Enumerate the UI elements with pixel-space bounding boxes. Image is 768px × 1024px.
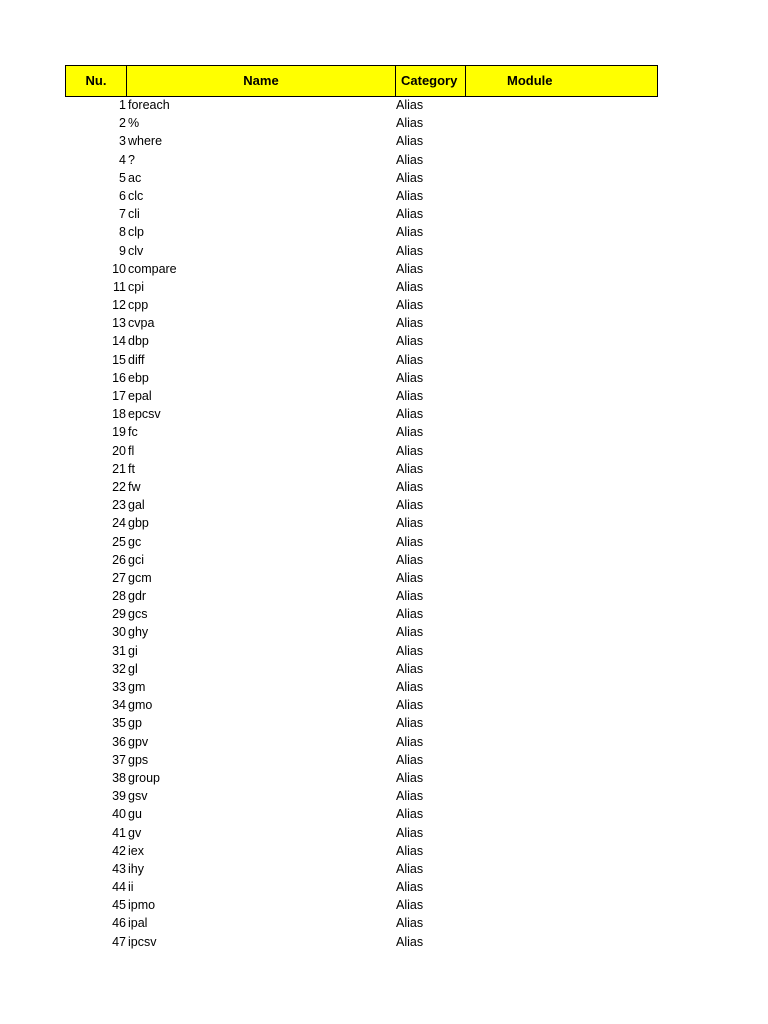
row-number-cell: 39 bbox=[112, 789, 126, 804]
row-number-cell: 16 bbox=[112, 370, 126, 385]
name-cell: gdr bbox=[128, 589, 147, 604]
row-number-cell: 45 bbox=[112, 898, 126, 913]
table-row bbox=[65, 223, 658, 241]
table-row bbox=[65, 332, 658, 350]
module-cell bbox=[465, 769, 656, 787]
row-number-cell: 14 bbox=[112, 334, 126, 349]
name-cell: clp bbox=[128, 225, 144, 240]
module-cell bbox=[465, 169, 656, 187]
category-cell: Alias bbox=[396, 534, 424, 549]
category-cell: Alias bbox=[396, 770, 424, 785]
name-cell: gci bbox=[128, 552, 144, 567]
row-number-cell: 11 bbox=[113, 279, 126, 294]
name-cell: ac bbox=[128, 170, 142, 185]
row-number-cell: 42 bbox=[112, 843, 126, 858]
table-row bbox=[65, 369, 658, 387]
name-cell: cvpa bbox=[128, 316, 155, 331]
column-header-module: Module bbox=[507, 73, 553, 88]
name-cell: gcm bbox=[128, 570, 152, 585]
module-cell bbox=[465, 714, 656, 732]
category-cell: Alias bbox=[396, 625, 424, 640]
category-cell: Alias bbox=[396, 352, 424, 367]
category-cell: Alias bbox=[396, 479, 424, 494]
name-cell: gcs bbox=[128, 607, 148, 622]
module-cell bbox=[465, 551, 656, 569]
module-cell bbox=[465, 442, 656, 460]
module-cell bbox=[465, 569, 656, 587]
category-cell: Alias bbox=[396, 552, 424, 567]
category-cell: Alias bbox=[396, 170, 424, 185]
module-cell bbox=[465, 296, 656, 314]
name-cell: ipcsv bbox=[128, 934, 157, 949]
row-number-cell: 31 bbox=[112, 643, 126, 658]
table-body bbox=[65, 96, 658, 951]
category-cell: Alias bbox=[396, 607, 424, 622]
name-cell: ii bbox=[128, 880, 134, 895]
category-cell: Alias bbox=[396, 389, 424, 403]
category-cell: Alias bbox=[396, 825, 424, 840]
module-cell bbox=[465, 496, 656, 514]
row-number-cell: 30 bbox=[112, 625, 126, 640]
table-row bbox=[65, 514, 658, 532]
table-row bbox=[65, 660, 658, 678]
table-row bbox=[65, 805, 658, 823]
table-row bbox=[65, 587, 658, 605]
row-number-cell: 18 bbox=[112, 407, 126, 422]
table-row bbox=[65, 787, 658, 805]
row-number-cell: 2 bbox=[119, 116, 126, 131]
row-number-cell: 26 bbox=[112, 552, 126, 567]
category-cell: Alias bbox=[396, 98, 424, 112]
table-row bbox=[65, 914, 658, 932]
name-cell: gc bbox=[128, 534, 142, 549]
module-cell bbox=[465, 187, 656, 205]
category-cell: Alias bbox=[396, 134, 424, 149]
name-cell: epcsv bbox=[128, 407, 161, 422]
name-cell: foreach bbox=[128, 98, 170, 112]
category-cell: Alias bbox=[396, 861, 424, 876]
table-row bbox=[65, 551, 658, 569]
module-cell bbox=[465, 696, 656, 714]
category-cell: Alias bbox=[396, 461, 424, 476]
row-number-cell: 40 bbox=[112, 807, 126, 822]
name-cell: iex bbox=[128, 843, 144, 858]
category-cell: Alias bbox=[396, 425, 424, 440]
table-row bbox=[65, 860, 658, 878]
table-row bbox=[65, 714, 658, 732]
category-cell: Alias bbox=[396, 898, 424, 913]
category-cell: Alias bbox=[396, 698, 424, 713]
row-number-cell: 46 bbox=[112, 916, 126, 931]
row-number-cell: 34 bbox=[112, 698, 126, 713]
row-number-cell: 9 bbox=[119, 243, 126, 258]
name-cell: fw bbox=[128, 479, 141, 494]
category-cell: Alias bbox=[396, 279, 424, 294]
row-number-cell: 32 bbox=[112, 661, 126, 676]
name-cell: clv bbox=[128, 243, 144, 258]
table-row bbox=[65, 605, 658, 623]
module-cell bbox=[465, 205, 656, 223]
table-row bbox=[65, 278, 658, 296]
name-cell: % bbox=[128, 116, 140, 131]
module-cell bbox=[465, 405, 656, 423]
category-cell: Alias bbox=[396, 225, 424, 240]
name-cell: gal bbox=[128, 498, 145, 513]
column-header-nu: Nu. bbox=[66, 66, 127, 96]
table-row bbox=[65, 878, 658, 896]
module-cell bbox=[465, 478, 656, 496]
table-row bbox=[65, 769, 658, 787]
module-cell bbox=[465, 132, 656, 150]
module-cell bbox=[465, 642, 656, 660]
row-number-cell: 28 bbox=[112, 589, 126, 604]
category-cell: Alias bbox=[396, 188, 424, 203]
module-cell bbox=[465, 623, 656, 641]
category-cell: Alias bbox=[396, 880, 424, 895]
module-cell bbox=[465, 860, 656, 878]
category-cell: Alias bbox=[396, 643, 424, 658]
category-cell: Alias bbox=[396, 370, 424, 385]
row-number-cell: 8 bbox=[119, 225, 126, 240]
category-cell: Alias bbox=[396, 789, 424, 804]
table-row bbox=[65, 824, 658, 842]
category-cell: Alias bbox=[396, 752, 424, 767]
category-cell: Alias bbox=[396, 207, 424, 222]
category-cell: Alias bbox=[396, 407, 424, 422]
row-number-cell: 19 bbox=[112, 425, 126, 440]
module-cell bbox=[465, 114, 656, 132]
name-cell: gbp bbox=[128, 516, 149, 531]
table-row bbox=[65, 242, 658, 260]
name-cell: gmo bbox=[128, 698, 153, 713]
row-number-cell: 20 bbox=[112, 443, 126, 458]
module-cell bbox=[465, 332, 656, 350]
module-cell bbox=[465, 387, 656, 405]
row-number-cell: 25 bbox=[112, 534, 126, 549]
row-number-cell: 41 bbox=[112, 825, 126, 840]
name-cell: ihy bbox=[128, 861, 144, 876]
table-row bbox=[65, 678, 658, 696]
module-cell bbox=[465, 96, 656, 114]
table-row bbox=[65, 896, 658, 914]
name-cell: group bbox=[128, 770, 160, 785]
name-cell: gps bbox=[128, 752, 149, 767]
row-number-cell: 5 bbox=[119, 170, 126, 185]
category-cell: Alias bbox=[396, 334, 424, 349]
category-cell: Alias bbox=[396, 498, 424, 513]
name-cell: gpv bbox=[128, 734, 149, 749]
category-cell: Alias bbox=[396, 261, 424, 276]
name-cell: fl bbox=[128, 443, 135, 458]
table-row bbox=[65, 569, 658, 587]
category-cell: Alias bbox=[396, 734, 424, 749]
table-row bbox=[65, 496, 658, 514]
category-cell: Alias bbox=[396, 589, 424, 604]
table-row bbox=[65, 96, 658, 114]
module-cell bbox=[465, 514, 656, 532]
module-cell bbox=[465, 787, 656, 805]
row-number-cell: 7 bbox=[119, 207, 126, 222]
row-number-cell: 37 bbox=[112, 752, 126, 767]
row-number-cell: 35 bbox=[112, 716, 126, 731]
row-number-cell: 13 bbox=[112, 316, 126, 331]
category-cell: Alias bbox=[396, 916, 424, 931]
table-row bbox=[65, 751, 658, 769]
module-cell bbox=[465, 587, 656, 605]
name-cell: clc bbox=[128, 188, 144, 203]
row-number-cell: 4 bbox=[119, 152, 126, 167]
module-cell bbox=[465, 896, 656, 914]
module-cell bbox=[465, 533, 656, 551]
name-cell: cli bbox=[128, 207, 140, 222]
row-number-cell: 10 bbox=[112, 261, 126, 276]
table-row bbox=[65, 460, 658, 478]
row-number-cell: 43 bbox=[112, 861, 126, 876]
name-cell: gl bbox=[128, 661, 138, 676]
name-cell: gp bbox=[128, 716, 142, 731]
table-header bbox=[65, 65, 658, 97]
table-row bbox=[65, 405, 658, 423]
category-cell: Alias bbox=[396, 934, 424, 949]
module-cell bbox=[465, 824, 656, 842]
name-cell: ipal bbox=[128, 916, 148, 931]
name-cell: cpi bbox=[128, 279, 144, 294]
name-cell: gu bbox=[128, 807, 142, 822]
table-row bbox=[65, 733, 658, 751]
category-cell: Alias bbox=[396, 807, 424, 822]
module-cell bbox=[465, 660, 656, 678]
table-row bbox=[65, 114, 658, 132]
module-cell bbox=[465, 678, 656, 696]
module-cell bbox=[465, 842, 656, 860]
table-row bbox=[65, 260, 658, 278]
table-row bbox=[65, 423, 658, 441]
table-row bbox=[65, 351, 658, 369]
table-row bbox=[65, 314, 658, 332]
module-cell bbox=[465, 605, 656, 623]
category-cell: Alias bbox=[396, 152, 424, 167]
table-row bbox=[65, 478, 658, 496]
name-cell: gi bbox=[128, 643, 138, 658]
table-row bbox=[65, 387, 658, 405]
category-cell: Alias bbox=[396, 516, 424, 531]
row-number-cell: 27 bbox=[112, 570, 126, 585]
row-number-cell: 24 bbox=[112, 516, 126, 531]
category-cell: Alias bbox=[396, 680, 424, 694]
module-cell bbox=[465, 278, 656, 296]
name-cell: fc bbox=[128, 425, 138, 440]
module-cell bbox=[465, 151, 656, 169]
name-cell: cpp bbox=[128, 298, 149, 313]
name-cell: ebp bbox=[128, 370, 149, 385]
table-row bbox=[65, 205, 658, 223]
module-cell bbox=[465, 751, 656, 769]
row-number-cell: 22 bbox=[112, 479, 126, 494]
module-cell bbox=[465, 878, 656, 896]
row-number-cell: 36 bbox=[112, 734, 126, 749]
category-cell: Alias bbox=[396, 298, 424, 313]
table-row bbox=[65, 169, 658, 187]
table-row bbox=[65, 187, 658, 205]
category-cell: Alias bbox=[396, 716, 424, 731]
module-cell bbox=[465, 314, 656, 332]
table-row bbox=[65, 642, 658, 660]
name-cell: epal bbox=[128, 389, 152, 403]
name-cell: compare bbox=[128, 261, 177, 276]
module-cell bbox=[465, 733, 656, 751]
table-row bbox=[65, 933, 658, 951]
name-cell: gv bbox=[128, 825, 142, 840]
module-cell bbox=[465, 369, 656, 387]
row-number-cell: 21 bbox=[112, 461, 126, 476]
table-row bbox=[65, 296, 658, 314]
column-header-name: Name bbox=[127, 66, 396, 96]
name-cell: ? bbox=[128, 152, 135, 167]
name-cell: ghy bbox=[128, 625, 149, 640]
table-row bbox=[65, 533, 658, 551]
category-cell: Alias bbox=[396, 843, 424, 858]
row-number-cell: 17 bbox=[112, 389, 126, 403]
module-cell bbox=[465, 351, 656, 369]
row-number-cell: 33 bbox=[112, 680, 126, 694]
category-cell: Alias bbox=[396, 116, 424, 131]
module-cell bbox=[465, 460, 656, 478]
category-cell: Alias bbox=[396, 570, 424, 585]
table-row bbox=[65, 132, 658, 150]
module-cell bbox=[465, 933, 656, 951]
row-number-cell: 1 bbox=[119, 98, 126, 112]
row-number-cell: 47 bbox=[112, 934, 126, 949]
name-cell: diff bbox=[128, 352, 145, 367]
name-cell: dbp bbox=[128, 334, 149, 349]
table-row bbox=[65, 623, 658, 641]
row-number-cell: 23 bbox=[112, 498, 126, 513]
name-cell: ipmo bbox=[128, 898, 156, 913]
category-cell: Alias bbox=[396, 661, 424, 676]
module-cell bbox=[465, 423, 656, 441]
name-cell: gm bbox=[128, 680, 146, 694]
column-header-category: Category bbox=[396, 66, 466, 96]
name-cell: ft bbox=[128, 461, 135, 476]
row-number-cell: 6 bbox=[119, 188, 126, 203]
row-number-cell: 29 bbox=[112, 607, 126, 622]
name-cell: where bbox=[128, 134, 163, 149]
table-row bbox=[65, 442, 658, 460]
table-row bbox=[65, 842, 658, 860]
module-cell bbox=[465, 242, 656, 260]
row-number-cell: 3 bbox=[119, 134, 126, 149]
category-cell: Alias bbox=[396, 243, 424, 258]
module-cell bbox=[465, 260, 656, 278]
row-number-cell: 44 bbox=[112, 880, 126, 895]
name-cell: gsv bbox=[128, 789, 148, 804]
table-row bbox=[65, 151, 658, 169]
module-cell bbox=[465, 914, 656, 932]
module-cell bbox=[465, 223, 656, 241]
row-number-cell: 12 bbox=[112, 298, 126, 313]
category-cell: Alias bbox=[396, 316, 424, 331]
module-cell bbox=[465, 805, 656, 823]
table-row bbox=[65, 696, 658, 714]
row-number-cell: 38 bbox=[112, 770, 126, 785]
row-number-cell: 15 bbox=[112, 352, 126, 367]
category-cell: Alias bbox=[396, 443, 424, 458]
alias-table bbox=[65, 65, 658, 949]
